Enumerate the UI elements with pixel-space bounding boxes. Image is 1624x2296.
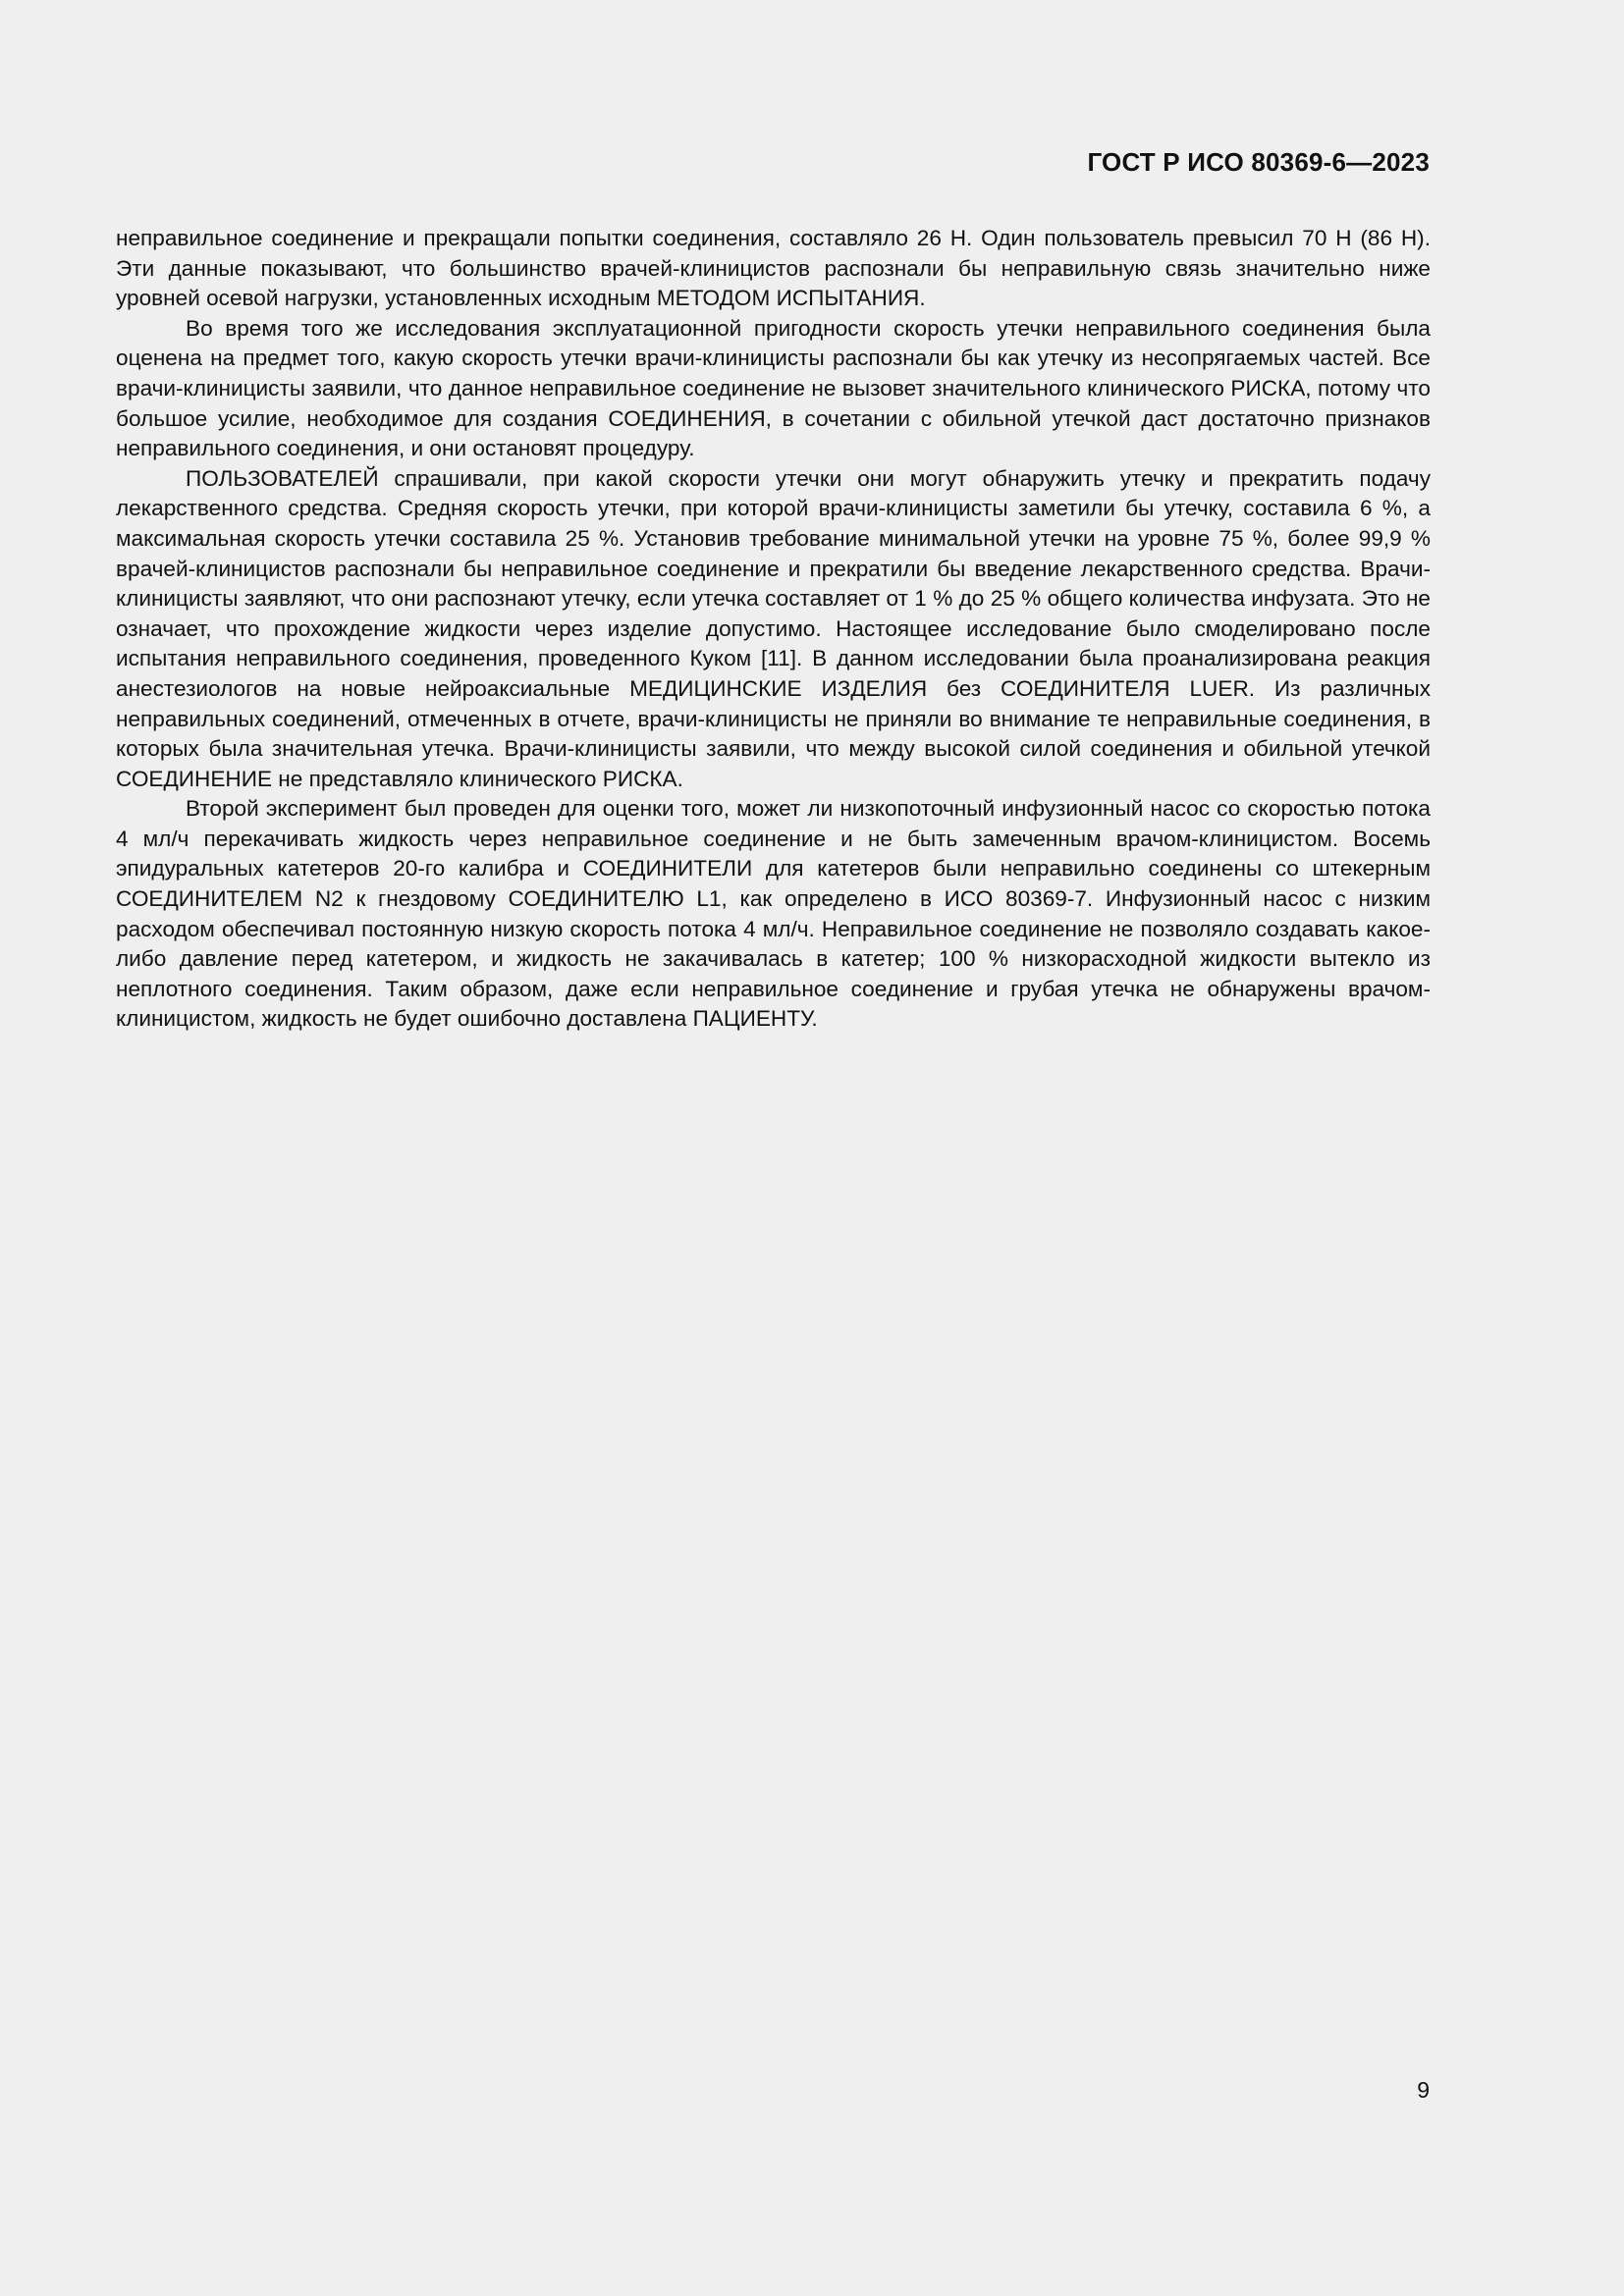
paragraph-second-experiment: Второй эксперимент был проведен для оценки того, может ли низкопоточный инфузионный насос со скоростью потока 4 мл/ч перекачивать жидкость через неправильное соединение и не быть замеченным врачом-клиницистом. Восемь эпидуральных катетеров 20-го калибра и СОЕДИНИТЕЛИ для катетеров были неправильно соединены со штекерным СОЕДИНИТЕЛЕМ N2 к гнездовому СОЕДИНИТЕЛЮ L1, как определено в ИСО 80369-7. Инфузионный насос с низким расходом обеспечивал постоянную низкую скорость потока 4 мл/ч. Неправильное соединение не позволяло создавать какое-либо давление перед катетером, и жидкость не закачивалась в катетер; 100 % низкорасходной жидкости вытекло из неплотного соединения. Таким образом, даже если неправильное соединение и грубая утечка не обнаружены врачом-клиницистом, жидкость не будет ошибочно доставлена ПАЦИЕНТУ.: [116, 796, 1431, 1032]
paragraph-continuation: неправильное соединение и прекращали попытки соединения, составляло 26 Н. Один пользователь превысил 70 Н (86 Н). Эти данные показывают, что большинство врачей-клиницистов распознали бы неправильную связь значительно ниже уровней осевой нагрузки, установленных исходным МЕТОДОМ ИСПЫТАНИЯ.: [116, 226, 1431, 311]
page-number: 9: [1417, 2077, 1430, 2103]
standard-id-header: ГОСТ Р ИСО 80369-6—2023: [1087, 147, 1430, 177]
paragraph-leak-rate: ПОЛЬЗОВАТЕЛЕЙ спрашивали, при какой скорости утечки они могут обнаружить утечку и прекратить подачу лекарственного средства. Средняя скорость утечки, при которой врачи-клиницисты заметили бы утечку, составила 6 %, а максимальная скорость утечки составила 25 %. Установив требование минимальной утечки на уровне 75 %, более 99,9 % врачей-клиницистов распознали бы неправильное соединение и прекратили бы введение лекарственного средства. Врачи-клиницисты заявляют, что они распознают утечку, если утечка составляет от 1 % до 25 % общего количества инфузата. Это не означает, что прохождение жидкости через изделие допустимо. Настоящее исследование было смоделировано после испытания неправильного соединения, проведенного Куком [11]. В данном исследовании была проанализирована реакция анестезиологов на новые нейроаксиальные МЕДИЦИНСКИЕ ИЗДЕЛИЯ без СОЕДИНИТЕЛЯ LUER. Из различных неправильных соединений, отмеченных в отчете, врачи-клиницисты не приняли во внимание те неправильные соединения, в которых была значительная утечка. Врачи-клиницисты заявили, что между высокой силой соединения и обильной утечкой СОЕДИНЕНИЕ не представляло клинического РИСКА.: [116, 465, 1431, 791]
paragraph-usability-study: Во время того же исследования эксплуатационной пригодности скорость утечки неправильного соединения была оценена на предмет того, какую скорость утечки врачи-клиницисты распознали бы как утечку из несопрягаемых частей. Все врачи-клиницисты заявили, что данное неправильное соединение не вызовет значительного клинического РИСКА, потому что большое усилие, необходимое для создания СОЕДИНЕНИЯ, в сочетании с обильной утечкой даст достаточно признаков неправильного соединения, и они остановят процедуру.: [116, 315, 1431, 461]
body-text: [116, 224, 1431, 1035]
